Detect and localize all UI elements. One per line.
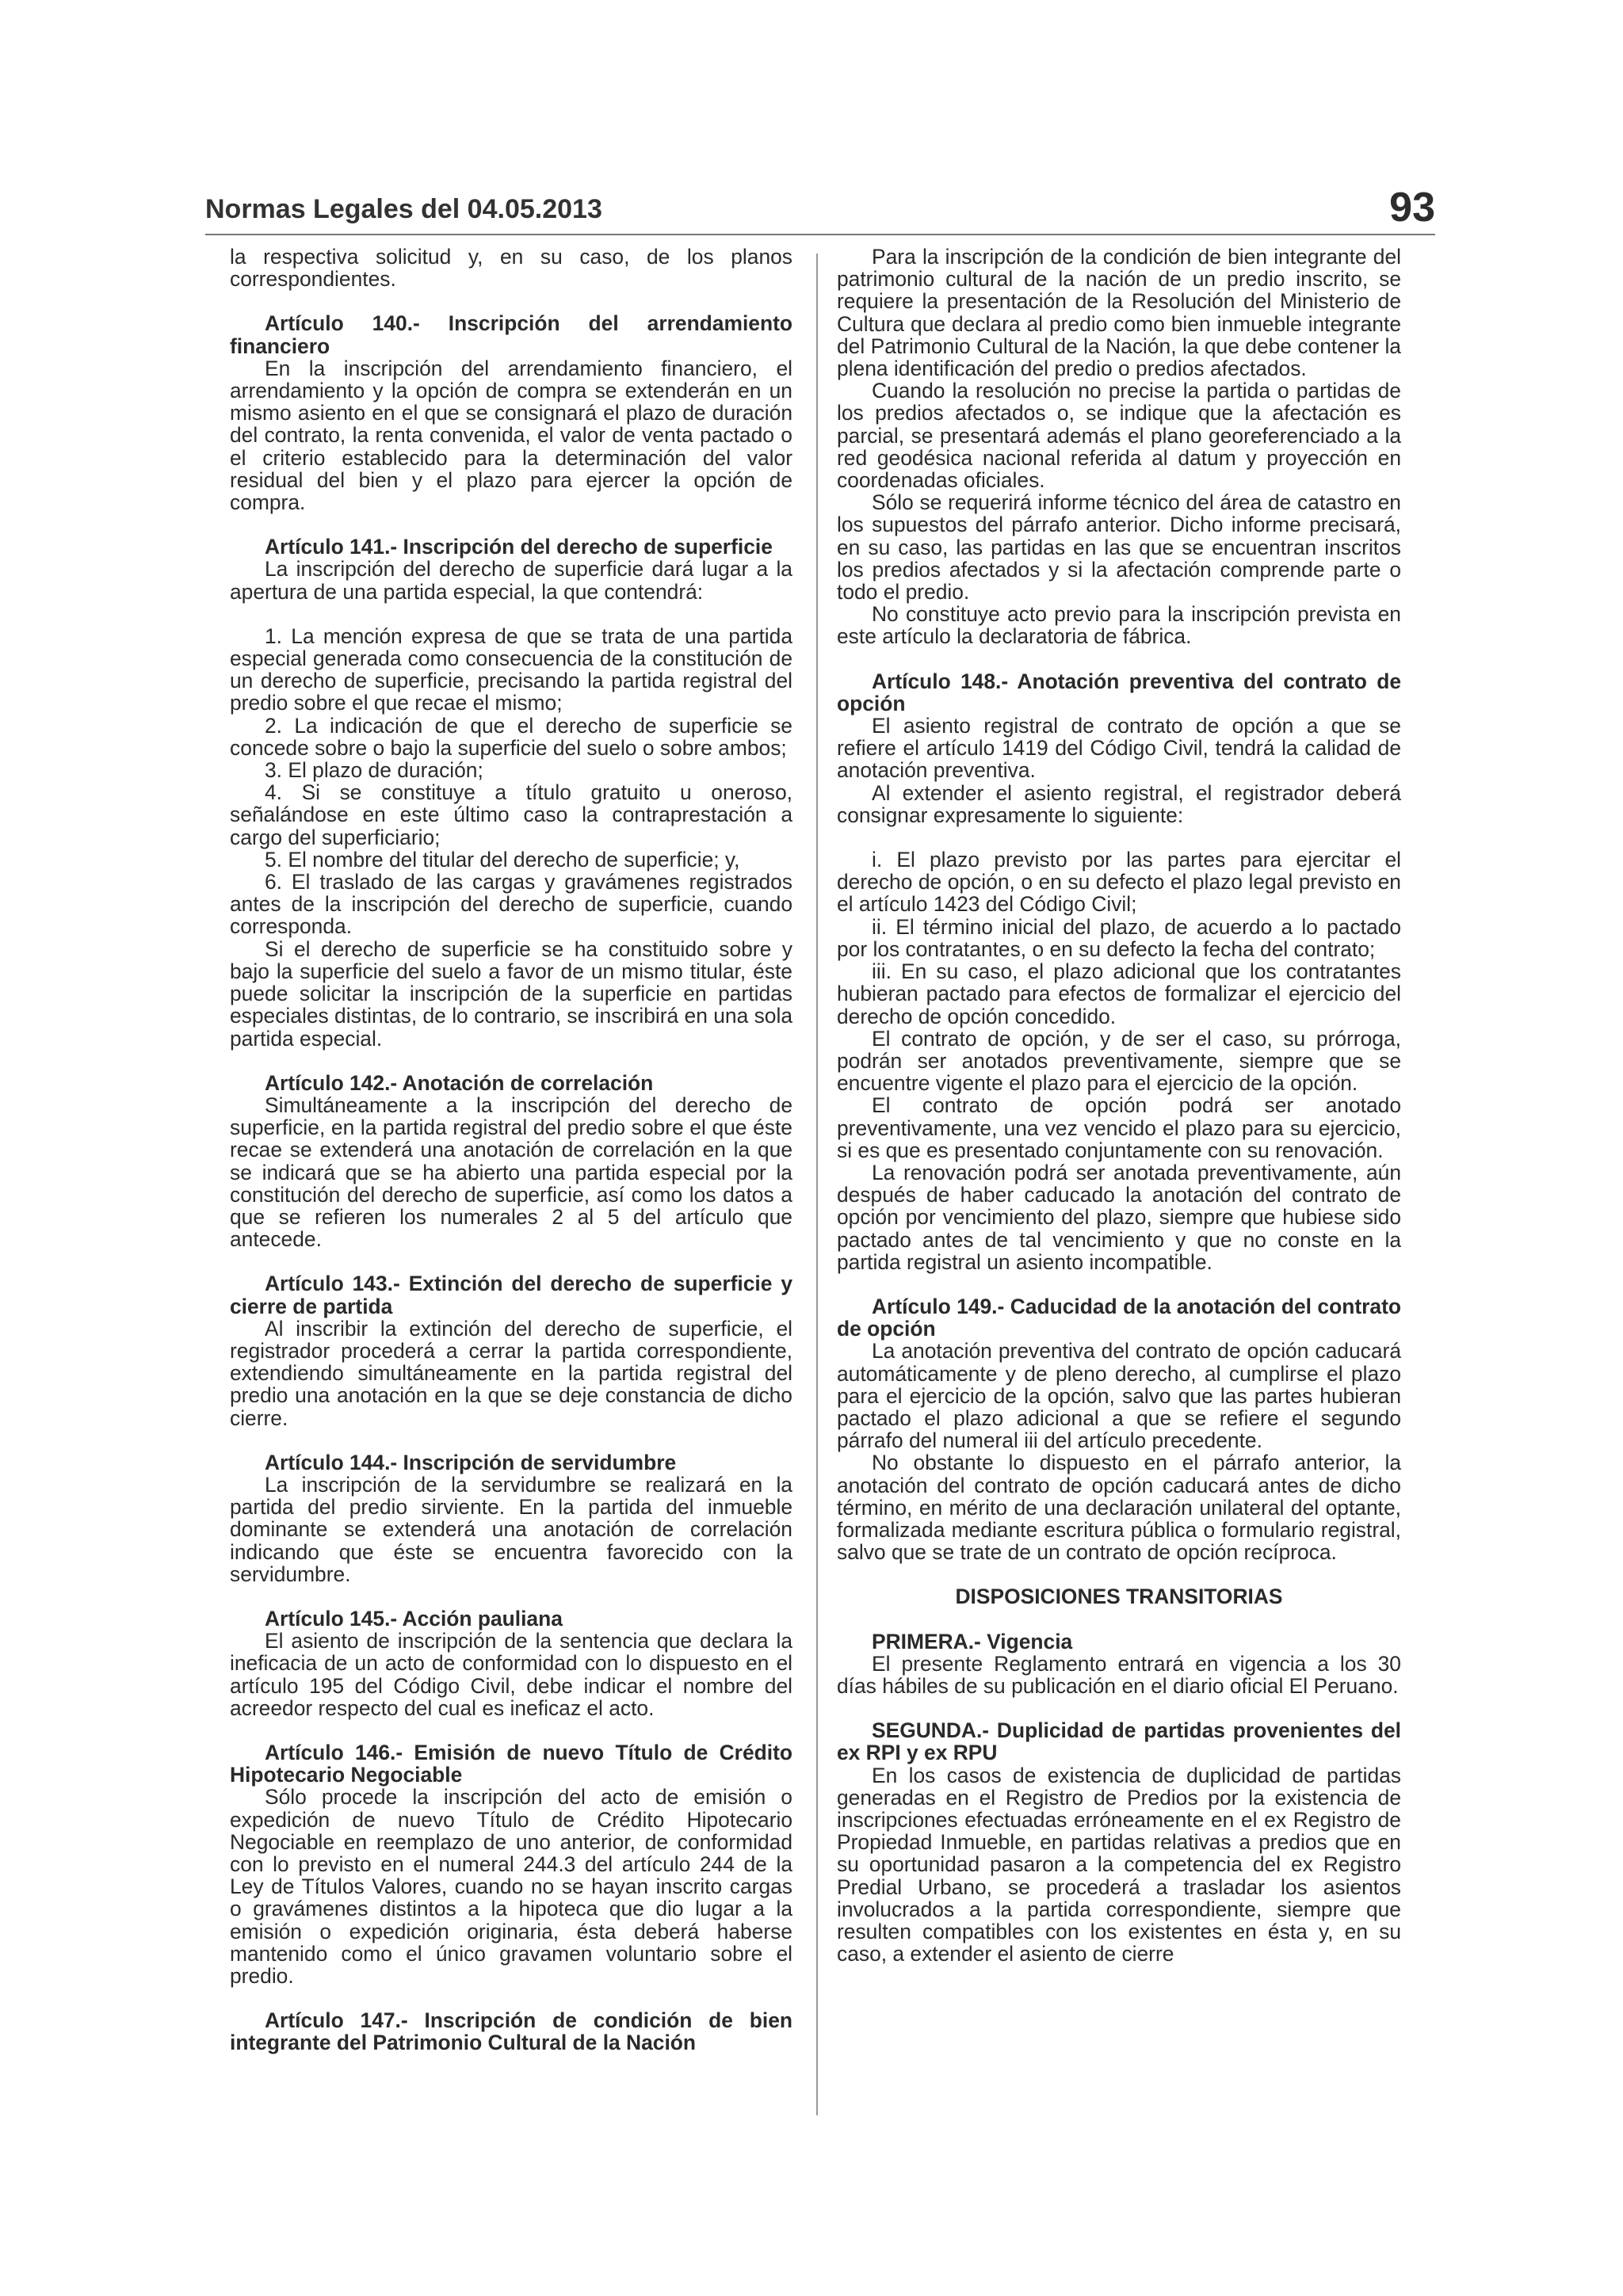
paragraph: El contrato de opción, y de ser el caso, su prórroga, podrán ser anotados preventivamente, siempre que se encuentre vigente el plazo para el ejercicio de la opción. xyxy=(837,1026,1401,1096)
article-heading: Artículo 147.- Inscripción de condición de bien integrante del Patrimonio Cultural de la Nación xyxy=(230,2008,792,2055)
paragraph: 1. La mención expresa de que se trata de una partida especial generada como consecuencia de la constitución de un derecho de superficie, precisando la partida registral del predio sobre el que recae el mismo; xyxy=(230,624,792,715)
paragraph: Simultáneamente a la inscripción del derecho de superficie, en la partida registral del predio sobre el que éste recae se extenderá una anotación de correlación en la que se indicará que se ha abierto una partida especial por la constitución del derecho de superficie, así como los datos a que se refieren los numerales 2 al 5 del artículo que antecede. xyxy=(230,1093,792,1252)
paragraph: 2. La indicación de que el derecho de superficie se concede sobre o bajo la superficie del suelo o sobre ambos; xyxy=(230,713,792,760)
article-heading: Artículo 146.- Emisión de nuevo Título de Crédito Hipotecario Negociable xyxy=(230,1740,792,1787)
paragraph: Sólo se requerirá informe técnico del área de catastro en los supuestos del párrafo anterior. Dicho informe precisará, en su caso, las partidas en las que se encuentran inscritos los predios afectados y si la afectación comprende parte o todo el predio. xyxy=(837,490,1401,605)
article-heading: Artículo 149.- Caducidad de la anotación del contrato de opción xyxy=(837,1294,1401,1341)
article-heading: Artículo 142.- Anotación de correlación xyxy=(265,1070,654,1095)
paragraph: No obstante lo dispuesto en el párrafo anterior, la anotación del contrato de opción caducará antes de dicho término, en mérito de una declaración unilateral del optante, formalizada mediante escritura pública o formulario registral, salvo que se trate de un contrato de opción recíproca. xyxy=(837,1451,1401,1565)
article-heading: PRIMERA.- Vigencia xyxy=(872,1629,1073,1653)
column-divider xyxy=(816,254,818,2115)
paragraph: La renovación podrá ser anotada preventivamente, aún después de haber caducado la anotación del contrato de opción por vencimiento del plazo, siempre que hubiese sido pactado antes de tal vencimiento y que no conste en la partida registral un asiento incompatible. xyxy=(837,1160,1401,1274)
paragraph: iii. En su caso, el plazo adicional que los contratantes hubieran pactado para efectos de formalizar el ejercicio del derecho de opción concedido. xyxy=(837,959,1401,1028)
page-header xyxy=(205,173,1435,231)
paragraph: El asiento registral de contrato de opción a que se refiere el artículo 1419 del Código Civil, tendrá la calidad de anotación preventiva. xyxy=(837,714,1401,783)
paragraph: 5. El nombre del titular del derecho de superficie; y, xyxy=(265,847,740,871)
header-divider xyxy=(205,234,1435,235)
paragraph: La inscripción de la servidumbre se realizará en la partida del predio sirviente. En la partida del inmueble dominante se extenderá una anotación de correlación indicando que éste se encuentra favorecido con la servidumbre. xyxy=(230,1472,792,1586)
section-heading: DISPOSICIONES TRANSITORIAS xyxy=(955,1585,1283,1609)
article-heading: Artículo 148.- Anotación preventiva del contrato de opción xyxy=(837,669,1401,715)
article-heading: Artículo 145.- Acción pauliana xyxy=(265,1606,563,1630)
publication-title: Normas Legales del 04.05.2013 xyxy=(205,194,602,224)
paragraph: El asiento de inscripción de la sentencia que declara la ineficacia de un acto de conformidad con lo dispuesto en el artículo 195 del Código Civil, debe indicar el nombre del acreedor respecto del cual es ineficaz el acto. xyxy=(230,1629,792,1720)
page-number: 93 xyxy=(1389,185,1435,231)
paragraph: En los casos de existencia de duplicidad de partidas generadas en el Registro de Predios por la existencia de inscripciones efectuadas erróneamente en el ex Registro de Propiedad Inmueble, en partidas relativas a predios que en su oportunidad pasaron a la competencia del ex Registro Predial Urbano, se procederá a trasladar los asientos involucrados a la partida correspondiente, siempre que resulten compatibles con los existentes en ésta y, en su caso, a extender el asiento de cierre xyxy=(837,1763,1401,1966)
paragraph: la respectiva solicitud y, en su caso, de los planos correspondientes. xyxy=(230,245,792,292)
paragraph: Si el derecho de superficie se ha constituido sobre y bajo la superficie del suelo a favor de un mismo titular, éste puede solicitar la inscripción de la superficie en partidas especiales distintas, de lo contrario, se inscribirá en una sola partida especial. xyxy=(230,936,792,1051)
article-heading: Artículo 141.- Inscripción del derecho de superficie xyxy=(265,535,773,559)
paragraph: El presente Reglamento entrará en vigencia a los 30 días hábiles de su publicación en el diario oficial El Peruano. xyxy=(837,1651,1401,1698)
paragraph: Al extender el asiento registral, el registrador deberá consignar expresamente lo siguiente: xyxy=(837,780,1401,827)
article-heading: Artículo 143.- Extinción del derecho de superficie y cierre de partida xyxy=(230,1272,792,1318)
paragraph: En la inscripción del arrendamiento financiero, el arrendamiento y la opción de compra se extenderán en un mismo asiento en el que se consignará el plazo de duración del contrato, la renta convenida, el valor de venta pactado o el criterio establecido para la determinación del valor residual del bien y el plazo para ejercer la opción de compra. xyxy=(230,356,792,515)
paragraph: Sólo procede la inscripción del acto de emisión o expedición de nuevo Título de Crédito Hipotecario Negociable en reemplazo de uno anterior, de conformidad con lo previsto en el numeral 244.3 del artículo 244 de la Ley de Títulos Valores, cuando no se hayan inscrito cargas o gravámenes distintos a la hipoteca que dio lugar a la emisión o expedición originaria, ésta deberá haberse mantenido como el único gravamen voluntario sobre el predio. xyxy=(230,1785,792,1989)
left-column xyxy=(230,246,792,2054)
paragraph: El contrato de opción podrá ser anotado preventivamente, una vez vencido el plazo para su ejercicio, si es que es presentado conjuntamente con su renovación. xyxy=(837,1093,1401,1162)
paragraph: 3. El plazo de duración; xyxy=(265,758,483,783)
paragraph: La anotación preventiva del contrato de opción caducará automáticamente y de pleno derecho, al cumplirse el plazo para el ejercicio de la opción, salvo que las partes hubieran pactado el plazo adicional a que se refiere el segundo párrafo del numeral iii del artículo precedente. xyxy=(837,1339,1401,1453)
paragraph: ii. El término inicial del plazo, de acuerdo a lo pactado por los contratantes, o en su defecto la fecha del contrato; xyxy=(837,914,1401,961)
paragraph: No constituye acto previo para la inscripción prevista en este artículo la declaratoria de fábrica. xyxy=(837,602,1401,649)
paragraph: Para la inscripción de la condición de bien integrante del patrimonio cultural de la nación de un predio inscrito, se requiere la presentación de la Resolución del Ministerio de Cultura que declara al predio como bien inmueble integrante del Patrimonio Cultural de la Nación, la que debe contener la plena identificación del predio o predios afectados. xyxy=(837,245,1401,381)
paragraph: Al inscribir la extinción del derecho de superficie, el registrador procederá a cerrar la partida correspondiente, extendiendo simultáneamente en la partida registral del predio una anotación en la que se deje constancia de dicho cierre. xyxy=(230,1316,792,1430)
article-heading: SEGUNDA.- Duplicidad de partidas provenientes del ex RPI y ex RPU xyxy=(837,1718,1401,1765)
right-column xyxy=(837,246,1401,1965)
paragraph: Cuando la resolución no precise la partida o partidas de los predios afectados o, se indique que la afectación es parcial, se presentará además el plano georeferenciado a la red geodésica nacional referida al datum y proyección en coordenadas oficiales. xyxy=(837,379,1401,493)
paragraph: i. El plazo previsto por las partes para ejercitar el derecho de opción, o en su defecto el plazo legal previsto en el artículo 1423 del Código Civil; xyxy=(837,848,1401,917)
article-heading: Artículo 140.- Inscripción del arrendamiento financiero xyxy=(230,311,792,358)
paragraph: 6. El traslado de las cargas y gravámenes registrados antes de la inscripción del derecho de superficie, cuando corresponda. xyxy=(230,870,792,939)
paragraph: La inscripción del derecho de superficie dará lugar a la apertura de una partida especial, la que contendrá: xyxy=(230,557,792,604)
article-heading: Artículo 144.- Inscripción de servidumbre xyxy=(265,1450,677,1474)
paragraph: 4. Si se constituye a título gratuito u oneroso, señalándose en este último caso la contraprestación a cargo del superficiario; xyxy=(230,780,792,849)
